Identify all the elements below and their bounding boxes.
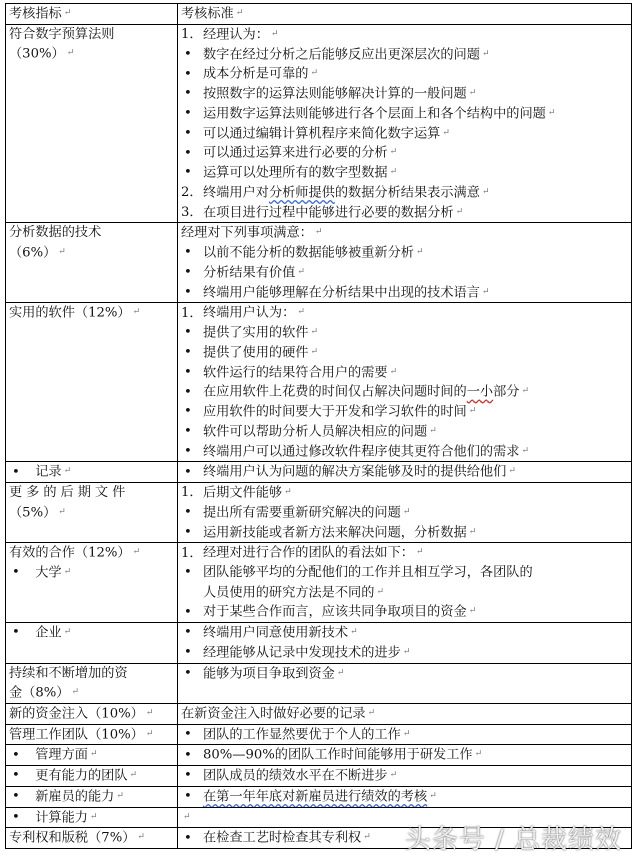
bullet-dot-icon: • <box>184 66 192 82</box>
standard-cell <box>178 462 632 483</box>
list-item: • 运算可以处理所有的数字型数据 ↵ <box>181 163 628 183</box>
header-cell-indicator: 考核指标 ↵ <box>6 4 178 25</box>
numbered-item: 1．后期文件能够 ↵ <box>181 485 292 501</box>
list-item: • 按照数字的运算法则能够解决计算的一般问题 ↵ <box>181 84 628 104</box>
list-item: • 软件运行的结果符合用户的需要 ↵ <box>181 363 628 383</box>
indicator-title: 管理工作团队（10%） ↵ <box>9 726 154 742</box>
bullet-dot-icon: • <box>184 565 192 580</box>
bullet-dot-icon: • <box>184 46 192 62</box>
bullet-dot-icon: • <box>12 565 20 581</box>
indicator-cell <box>6 724 178 745</box>
list-item: • 团队的工作显然要优于个人的工作 ↵ <box>181 725 628 745</box>
bullet-dot-icon: • <box>184 404 192 420</box>
numbered-item: 1．经理对进行合作的团队的看法如下： ↵ <box>181 545 424 561</box>
header-cell-standard: 考核标准 ↵ <box>178 4 632 25</box>
standard-cell <box>178 703 632 724</box>
criteria-table <box>5 3 632 849</box>
bullet-dot-icon: • <box>184 265 192 280</box>
list-item: • 终端用户能够理解在分析结果中出现的技术语言 ↵ <box>181 283 628 303</box>
bullet-dot-icon: • <box>184 384 192 400</box>
table-row <box>6 663 632 703</box>
bullet-dot-icon: • <box>184 645 192 660</box>
standard-cell <box>178 24 632 223</box>
bullet-dot-icon: • <box>184 424 192 439</box>
standard-cell <box>178 543 632 623</box>
table-row <box>6 703 632 724</box>
bullet-dot-icon: • <box>184 464 192 480</box>
bullet-dot-icon: • <box>12 809 20 825</box>
standard-cell <box>178 663 632 703</box>
indicator-subitem: • 大学 ↵ <box>9 563 174 583</box>
standard-text: 在新资金注入时做好必要的记录 ↵ <box>181 706 376 721</box>
table-row <box>6 745 632 766</box>
list-item: • 提供了使用的硬件 ↵ <box>181 343 628 363</box>
indicator-title: • 记录 ↵ <box>9 462 174 482</box>
bullet-dot-icon: • <box>184 125 192 141</box>
bullet-dot-icon: • <box>184 284 192 300</box>
standard-cell <box>178 483 632 543</box>
bullet-dot-icon: • <box>184 165 192 181</box>
indicator-cell <box>6 807 178 828</box>
indicator-cell <box>6 303 178 462</box>
list-item: • 经理能够从记录中发现技术的进步 ↵ <box>181 643 628 663</box>
indicator-title: 分析数据的技术 <box>9 225 102 241</box>
bullet-dot-icon: • <box>12 768 20 784</box>
indicator-cell <box>6 703 178 724</box>
table-header-row <box>6 4 632 25</box>
indicator-weight: （5%） ↵ <box>9 504 66 520</box>
list-item: • 团队成员的绩效水平在不断进步 ↵ <box>181 766 628 786</box>
indicator-cell <box>6 483 178 543</box>
list-item: • 团队能够平均的分配他们的工作并且相互学习，各团队的 <box>181 563 628 583</box>
bullet-dot-icon: • <box>12 625 20 641</box>
list-item: • 应用软件的时间要大于开发和学习软件的时间 ↵ <box>181 402 628 422</box>
indicator-title: 实用的软件（12%） ↵ <box>9 305 141 321</box>
indicator-title-continued: 金（8%） ↵ <box>9 685 80 701</box>
list-item: • 数字在经过分析之后能够反应出更深层次的问题 ↵ <box>181 45 628 65</box>
bullet-dot-icon: • <box>184 443 192 459</box>
standard-cell <box>178 786 632 807</box>
list-item: • 终端用户可以通过修改软件程序使其更符合他们的需求 ↵ <box>181 442 628 462</box>
list-item: • 软件可以帮助分析人员解决相应的问题 ↵ <box>181 422 628 442</box>
bullet-dot-icon: • <box>12 464 20 480</box>
numbered-item: 1．终端用户认为： ↵ <box>181 305 305 321</box>
indicator-cell <box>6 663 178 703</box>
bullet-dot-icon: • <box>184 625 192 641</box>
standard-cell <box>178 623 632 664</box>
indicator-title: 新的资金注入（10%） ↵ <box>9 706 154 721</box>
bullet-dot-icon: • <box>184 86 192 102</box>
list-item: • 80%—90%的团队工作时间能够用于研发工作 ↵ <box>181 745 628 765</box>
bullet-dot-icon: • <box>184 325 192 341</box>
indicator-title: 更多的后期文件 <box>9 485 130 500</box>
table-row <box>6 303 632 462</box>
bullet-dot-icon: • <box>12 747 20 763</box>
indicator-title: 有效的合作（12%） ↵ <box>9 545 141 561</box>
numbered-item: 1．经理认为： ↵ <box>181 27 279 42</box>
indicator-title: • 计算能力 ↵ <box>9 808 174 828</box>
indicator-title: • 新雇员的能力 ↵ <box>9 787 174 807</box>
bullet-dot-icon: • <box>184 106 192 121</box>
indicator-cell <box>6 543 178 623</box>
list-item: • 可以通过编辑计算机程序来简化数字运算 ↵ <box>181 124 628 144</box>
bullet-dot-icon: • <box>184 145 192 161</box>
indicator-title: • 企业 ↵ <box>9 623 174 643</box>
list-item: • 提出所有需要重新研究解决的问题 ↵ <box>181 503 628 523</box>
indicator-cell <box>6 745 178 766</box>
bullet-dot-icon: • <box>184 505 192 520</box>
table-row <box>6 786 632 807</box>
indicator-cell <box>6 786 178 807</box>
table-row <box>6 462 632 483</box>
table-row <box>6 623 632 664</box>
standard-cell <box>178 724 632 745</box>
table-row <box>6 543 632 623</box>
list-item: • 在第一年年底对新雇员进行绩效的考核 ↵ <box>181 787 628 807</box>
list-item: • 在应用软件上花费的时间仅占解决问题时间的一小部分 ↵ <box>181 382 628 402</box>
list-item: • 提供了实用的软件 ↵ <box>181 323 628 343</box>
bullet-dot-icon: • <box>184 665 192 681</box>
table-row <box>6 483 632 543</box>
indicator-title: • 更有能力的团队 ↵ <box>9 766 174 786</box>
standard-cell <box>178 223 632 303</box>
list-item: • 能够为项目争取到资金 ↵ <box>181 664 628 684</box>
indicator-cell <box>6 623 178 664</box>
bullet-dot-icon: • <box>184 768 192 784</box>
table-row <box>6 724 632 745</box>
indicator-title: 符合数字预算法则 <box>9 26 115 42</box>
bullet-dot-icon: • <box>184 364 192 380</box>
bullet-dot-icon: • <box>184 524 192 540</box>
list-item: • 终端用户同意使用新技术 ↵ <box>181 623 628 643</box>
numbered-item: 3．在项目进行过程中能够进行必要的数据分析 ↵ <box>181 204 464 220</box>
table-row <box>6 766 632 787</box>
indicator-cell <box>6 223 178 303</box>
standard-cell <box>178 766 632 787</box>
bullet-dot-icon: • <box>184 604 192 620</box>
bullet-dot-icon: • <box>184 789 192 804</box>
indicator-title: • 管理方面 ↵ <box>9 745 174 765</box>
empty-cell-mark: ↵ <box>183 811 191 822</box>
indicator-weight: （6%） ↵ <box>9 245 66 260</box>
list-item: • 分析结果有价值 ↵ <box>181 263 628 283</box>
list-item: • 以前不能分析的数据能够被重新分析 ↵ <box>181 243 628 263</box>
bullet-dot-icon: • <box>184 830 192 846</box>
bullet-dot-icon: • <box>184 747 192 763</box>
list-item: • 可以通过运算来进行必要的分析 ↵ <box>181 143 628 163</box>
indicator-cell <box>6 24 178 223</box>
indicator-title: 持续和不断增加的资 <box>9 665 128 681</box>
indicator-title: 专利权和版税（7%） ↵ <box>9 830 145 846</box>
list-item: • 运用数字运算法则能够进行各个层面上和各个结构中的问题 ↵ <box>181 104 628 124</box>
list-item: • 终端用户认为问题的解决方案能够及时的提供给他们 ↵ <box>181 462 628 482</box>
list-item-continuation: 人员使用的研究方法是不同的 ↵ <box>203 584 384 600</box>
indicator-weight: （30%） ↵ <box>9 46 75 62</box>
bullet-dot-icon: • <box>184 726 192 742</box>
table-row <box>6 223 632 303</box>
standard-cell <box>178 303 632 462</box>
bullet-dot-icon: • <box>184 345 192 360</box>
intro-line: 经理对下列事项满意： ↵ <box>181 225 323 241</box>
bullet-dot-icon: • <box>12 789 20 804</box>
indicator-cell <box>6 462 178 483</box>
numbered-item: 2．终端用户对分析师提供的数据分析结果表示满意 ↵ <box>181 185 490 200</box>
list-item: • 对于某些合作而言，应该共同争取项目的资金 ↵ <box>181 602 628 622</box>
bullet-dot-icon: • <box>184 245 192 261</box>
list-item: • 运用新技能或者新方法来解决问题，分析数据 ↵ <box>181 523 628 543</box>
standard-cell <box>178 745 632 766</box>
table-row <box>6 24 632 223</box>
list-item: • 在检查工艺时检查其专利权 ↵ <box>181 828 628 848</box>
indicator-cell <box>6 766 178 787</box>
indicator-cell <box>6 828 178 849</box>
list-item: • 成本分析是可靠的 ↵ <box>181 64 628 84</box>
watermark: 头条号 / 总裁绩效 <box>404 825 622 855</box>
